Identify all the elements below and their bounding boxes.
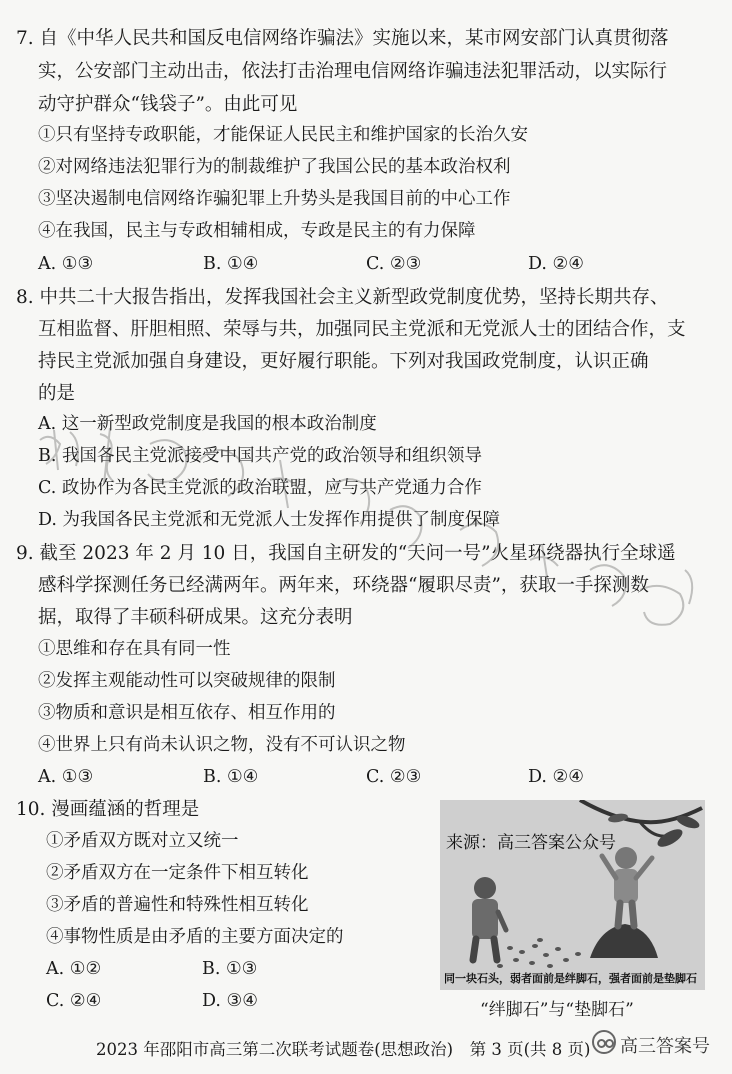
question-10-stem: 10. 漫画蕴涵的哲理是 <box>16 799 200 820</box>
wechat-icon <box>592 1030 616 1054</box>
question-7-stem-line: 7. 自《中华人民共和国反电信网络诈骗法》实施以来，某市网安部门认真贯彻落 <box>16 28 669 49</box>
question-8-stem-line: 持民主党派加强自身建设，更好履行职能。下列对我国政党制度，认识正确 <box>38 351 649 372</box>
question-8-option-d: D. 为我国各民主党派和无党派人士发挥作用提供了制度保障 <box>38 510 501 530</box>
question-10-statement: ③矛盾的普遍性和特殊性相互转化 <box>46 895 309 915</box>
question-10-choice-b: B. ①③ <box>202 959 258 979</box>
cartoon-source-label: 来源：高三答案公众号 <box>446 833 616 853</box>
cartoon-inner-caption: 同一块石头，弱者面前是绊脚石，强者面前是垫脚石 <box>444 972 697 985</box>
question-9-statement: ②发挥主观能动性可以突破规律的限制 <box>38 671 336 691</box>
wechat-account-mark: 高三答案号 <box>620 1036 710 1057</box>
question-9-choice-c: C. ②③ <box>366 767 422 787</box>
question-10-statement: ②矛盾双方在一定条件下相互转化 <box>46 863 309 883</box>
question-7-stem-line: 动守护群众“钱袋子”。由此可见 <box>38 94 298 115</box>
page-footer: 2023 年邵阳市高三第二次联考试题卷(思想政治) 第 3 页(共 8 页) <box>96 1040 591 1059</box>
question-8-stem-line: 的是 <box>38 383 76 404</box>
question-8-option-c: C. 政协作为各民主党派的政治联盟，应与共产党通力合作 <box>38 478 482 498</box>
question-10-choice-a: A. ①② <box>46 959 102 979</box>
question-8-stem-line: 8. 中共二十大报告指出，发挥我国社会主义新型政党制度优势，坚持长期共存、 <box>16 287 669 308</box>
question-9-choice-d: D. ②④ <box>528 767 584 787</box>
question-7-statement: ③坚决遏制电信网络诈骗犯罪上升势头是我国目前的中心工作 <box>38 189 511 209</box>
question-7-choice-b: B. ①④ <box>203 254 259 274</box>
question-9-choice-b: B. ①④ <box>203 767 259 787</box>
question-9-stem-line: 9. 截至 2023 年 2 月 10 日，我国自主研发的“天问一号”火星环绕器执行全球遥 <box>16 543 676 564</box>
question-7-choice-d: D. ②④ <box>528 254 584 274</box>
question-7-choice-c: C. ②③ <box>366 254 422 274</box>
question-10-statement: ④事物性质是由矛盾的主要方面决定的 <box>46 927 344 947</box>
question-9-statement: ①思维和存在具有同一性 <box>38 639 231 659</box>
question-7-statement: ④在我国，民主与专政相辅相成，专政是民主的有力保障 <box>38 221 476 241</box>
question-8-stem-line: 互相监督、肝胆相照、荣辱与共，加强同民主党派和无党派人士的团结合作，支 <box>38 319 686 340</box>
question-10-choice-d: D. ③④ <box>202 991 258 1011</box>
question-9-stem-line: 感科学探测任务已经满两年。两年来，环绕器“履职尽责”，获取一手探测数 <box>38 575 649 596</box>
question-9-statement: ④世界上只有尚未认识之物，没有不可认识之物 <box>38 735 406 755</box>
cartoon-image <box>440 800 705 990</box>
question-10-statement: ①矛盾双方既对立又统一 <box>46 831 239 851</box>
question-9-stem-line: 据，取得了丰硕科研成果。这充分表明 <box>38 607 353 628</box>
question-9-choice-a: A. ①③ <box>38 767 94 787</box>
question-8-option-a: A. 这一新型政党制度是我国的根本政治制度 <box>38 414 377 434</box>
question-7-statement: ②对网络违法犯罪行为的制裁维护了我国公民的基本政治权利 <box>38 157 511 177</box>
question-7-statement: ①只有坚持专政职能，才能保证人民民主和维护国家的长治久安 <box>38 125 528 145</box>
question-10-choice-c: C. ②④ <box>46 991 102 1011</box>
question-9-statement: ③物质和意识是相互依存、相互作用的 <box>38 703 336 723</box>
question-7-choice-a: A. ①③ <box>38 254 94 274</box>
cartoon-caption: “绊脚石”与“垫脚石” <box>480 1000 634 1020</box>
question-7-stem-line: 实，公安部门主动出击，依法打击治理电信网络诈骗违法犯罪活动，以实际行 <box>38 61 668 82</box>
question-8-option-b: B. 我国各民主党派接受中国共产党的政治领导和组织领导 <box>38 446 482 466</box>
